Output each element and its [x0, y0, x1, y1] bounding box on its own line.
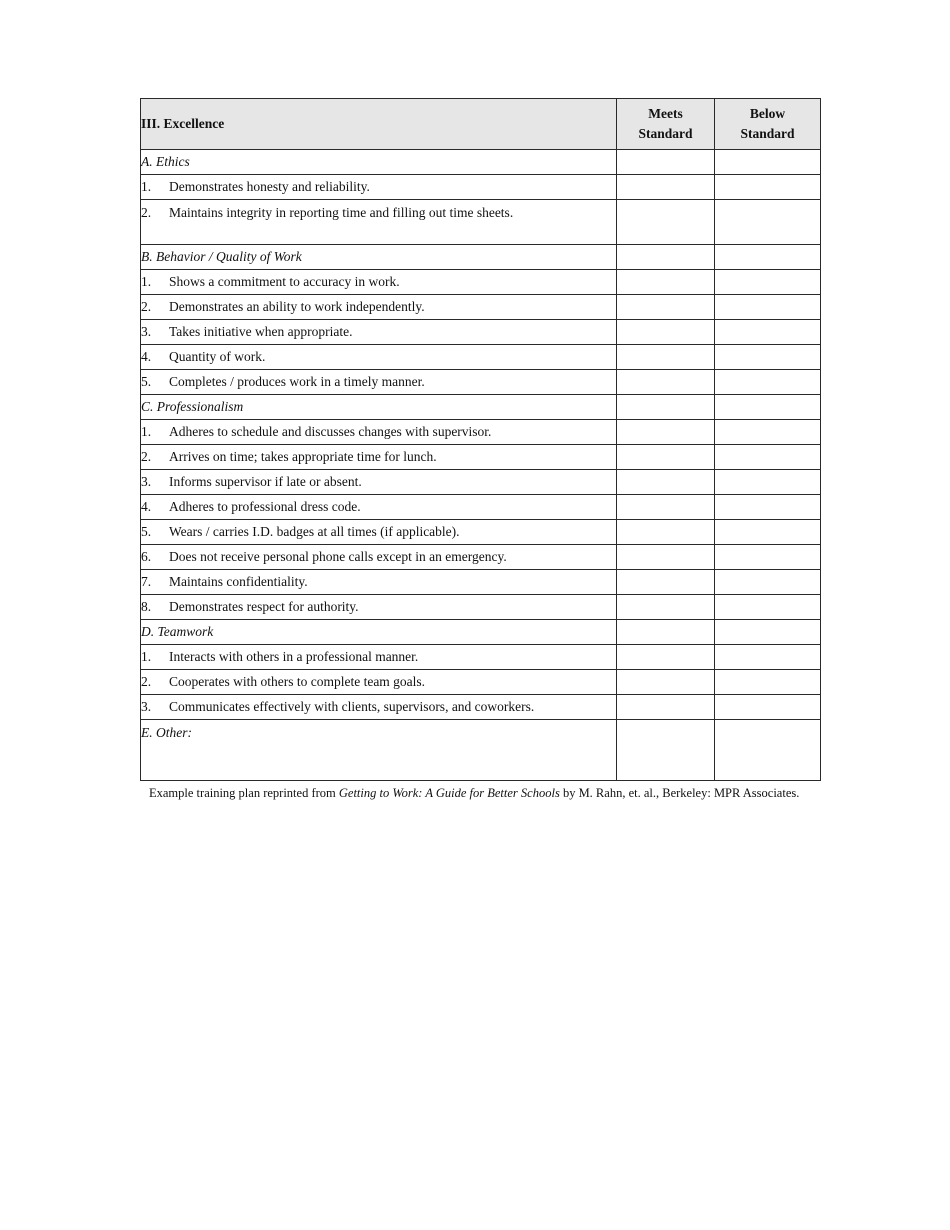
item-text: Does not receive personal phone calls except in an emergency.: [169, 549, 507, 564]
item-text: Quantity of work.: [169, 349, 266, 364]
item-number: 1.: [141, 649, 152, 664]
table-row: [141, 295, 821, 320]
meets-standard-cell[interactable]: [617, 545, 715, 570]
section-heading: D. Teamwork: [141, 620, 617, 645]
below-standard-cell[interactable]: [715, 620, 821, 645]
below-standard-cell[interactable]: [715, 720, 821, 781]
table-row: [141, 695, 821, 720]
item-text: Maintains integrity in reporting time and filling out time sheets.: [169, 205, 514, 220]
meets-standard-cell[interactable]: [617, 445, 715, 470]
below-standard-cell[interactable]: [715, 695, 821, 720]
below-standard-cell[interactable]: [715, 320, 821, 345]
item-text: Wears / carries I.D. badges at all times (if applicable).: [169, 524, 460, 539]
criterion-item: [141, 175, 617, 200]
below-standard-cell[interactable]: [715, 570, 821, 595]
section-row-teamwork: [141, 620, 821, 645]
meets-standard-cell[interactable]: [617, 245, 715, 270]
meets-standard-cell[interactable]: [617, 495, 715, 520]
criterion-item: [141, 595, 617, 620]
below-standard-cell[interactable]: [715, 370, 821, 395]
item-number: 2.: [141, 449, 152, 464]
column-header-below-line2: Standard: [740, 126, 795, 141]
item-number: 3.: [141, 324, 152, 339]
meets-standard-cell[interactable]: [617, 695, 715, 720]
section-row-professionalism: [141, 395, 821, 420]
section-row-behavior: [141, 245, 821, 270]
meets-standard-cell[interactable]: [617, 520, 715, 545]
table-row: [141, 645, 821, 670]
below-standard-cell[interactable]: [715, 420, 821, 445]
section-heading: A. Ethics: [141, 150, 617, 175]
item-number: 6.: [141, 549, 152, 564]
below-standard-cell[interactable]: [715, 670, 821, 695]
below-standard-cell[interactable]: [715, 245, 821, 270]
column-header-below-line1: Below: [749, 106, 786, 121]
criterion-item: [141, 570, 617, 595]
section-heading: C. Professionalism: [141, 395, 617, 420]
criterion-item: [141, 695, 617, 720]
item-number: 1.: [141, 274, 152, 289]
below-standard-cell[interactable]: [715, 445, 821, 470]
table-row: [141, 175, 821, 200]
criterion-item: [141, 345, 617, 370]
below-standard-cell[interactable]: [715, 645, 821, 670]
item-number: 3.: [141, 699, 152, 714]
footer-suffix: by M. Rahn, et. al., Berkeley: MPR Associates.: [559, 786, 800, 800]
footer-book-title: Getting to Work: A Guide for Better Schools: [338, 786, 560, 800]
criterion-item: [141, 470, 617, 495]
section-heading: E. Other:: [141, 720, 617, 781]
section-row-other: [141, 720, 821, 781]
criterion-item: [141, 445, 617, 470]
below-standard-cell[interactable]: [715, 150, 821, 175]
criterion-item: [141, 420, 617, 445]
criterion-item: [141, 200, 617, 245]
item-text: Adheres to schedule and discusses changes with supervisor.: [169, 424, 492, 439]
item-text: Maintains confidentiality.: [169, 574, 308, 589]
meets-standard-cell[interactable]: [617, 320, 715, 345]
column-header-below-standard: [715, 99, 821, 150]
item-number: 2.: [141, 205, 152, 220]
item-text: Communicates effectively with clients, supervisors, and coworkers.: [169, 699, 535, 714]
item-number: 1.: [141, 424, 152, 439]
table-row: [141, 445, 821, 470]
item-text: Adheres to professional dress code.: [169, 499, 361, 514]
criterion-item: [141, 495, 617, 520]
meets-standard-cell[interactable]: [617, 395, 715, 420]
table-row: [141, 670, 821, 695]
below-standard-cell[interactable]: [715, 495, 821, 520]
item-number: 8.: [141, 599, 152, 614]
footer-prefix: Example training plan reprinted from: [149, 786, 339, 800]
item-text: Cooperates with others to complete team goals.: [169, 674, 426, 689]
meets-standard-cell[interactable]: [617, 645, 715, 670]
meets-standard-cell[interactable]: [617, 370, 715, 395]
table-row: [141, 320, 821, 345]
table-row: [141, 370, 821, 395]
meets-standard-cell[interactable]: [617, 720, 715, 781]
below-standard-cell[interactable]: [715, 395, 821, 420]
table-row: [141, 595, 821, 620]
table-row: [141, 270, 821, 295]
section-title: III. Excellence: [141, 99, 617, 150]
item-text: Demonstrates respect for authority.: [169, 599, 359, 614]
table-row: [141, 545, 821, 570]
table-row: [141, 470, 821, 495]
below-standard-cell[interactable]: [715, 270, 821, 295]
below-standard-cell[interactable]: [715, 200, 821, 245]
item-text: Arrives on time; takes appropriate time for lunch.: [169, 449, 437, 464]
meets-standard-cell[interactable]: [617, 420, 715, 445]
criterion-item: [141, 370, 617, 395]
criterion-item: [141, 320, 617, 345]
item-number: 7.: [141, 574, 152, 589]
criterion-item: [141, 520, 617, 545]
meets-standard-cell[interactable]: [617, 670, 715, 695]
table-row: [141, 520, 821, 545]
table-row: [141, 345, 821, 370]
below-standard-cell[interactable]: [715, 595, 821, 620]
below-standard-cell[interactable]: [715, 345, 821, 370]
section-row-ethics: [141, 150, 821, 175]
meets-standard-cell[interactable]: [617, 620, 715, 645]
section-heading: B. Behavior / Quality of Work: [141, 245, 617, 270]
criterion-item: [141, 670, 617, 695]
meets-standard-cell[interactable]: [617, 570, 715, 595]
below-standard-cell[interactable]: [715, 545, 821, 570]
criterion-item: [141, 645, 617, 670]
item-number: 2.: [141, 674, 152, 689]
column-header-meets-line2: Standard: [638, 126, 693, 141]
meets-standard-cell[interactable]: [617, 270, 715, 295]
meets-standard-cell[interactable]: [617, 175, 715, 200]
meets-standard-cell[interactable]: [617, 295, 715, 320]
item-number: 1.: [141, 179, 152, 194]
table-row: [141, 420, 821, 445]
item-text: Interacts with others in a professional manner.: [169, 649, 419, 664]
table-row: [141, 200, 821, 245]
item-number: 3.: [141, 474, 152, 489]
item-text: Shows a commitment to accuracy in work.: [169, 274, 400, 289]
table-row: [141, 570, 821, 595]
criterion-item: [141, 545, 617, 570]
below-standard-cell[interactable]: [715, 470, 821, 495]
item-number: 5.: [141, 374, 152, 389]
meets-standard-cell[interactable]: [617, 345, 715, 370]
column-header-meets-standard: [617, 99, 715, 150]
meets-standard-cell[interactable]: [617, 150, 715, 175]
column-header-meets-line1: Meets: [648, 106, 683, 121]
item-number: 5.: [141, 524, 152, 539]
meets-standard-cell[interactable]: [617, 200, 715, 245]
item-number: 4.: [141, 499, 152, 514]
item-text: Demonstrates honesty and reliability.: [169, 179, 370, 194]
table-header-row: [141, 99, 821, 150]
criterion-item: [141, 270, 617, 295]
item-text: Demonstrates an ability to work independently.: [169, 299, 425, 314]
item-number: 2.: [141, 299, 152, 314]
item-text: Informs supervisor if late or absent.: [169, 474, 362, 489]
item-number: 4.: [141, 349, 152, 364]
criterion-item: [141, 295, 617, 320]
meets-standard-cell[interactable]: [617, 470, 715, 495]
table-row: [141, 495, 821, 520]
below-standard-cell[interactable]: [715, 175, 821, 200]
meets-standard-cell[interactable]: [617, 595, 715, 620]
evaluation-table: [140, 98, 821, 781]
item-text: Takes initiative when appropriate.: [169, 324, 353, 339]
below-standard-cell[interactable]: [715, 295, 821, 320]
below-standard-cell[interactable]: [715, 520, 821, 545]
item-text: Completes / produces work in a timely manner.: [169, 374, 425, 389]
citation-footer: [149, 786, 799, 801]
